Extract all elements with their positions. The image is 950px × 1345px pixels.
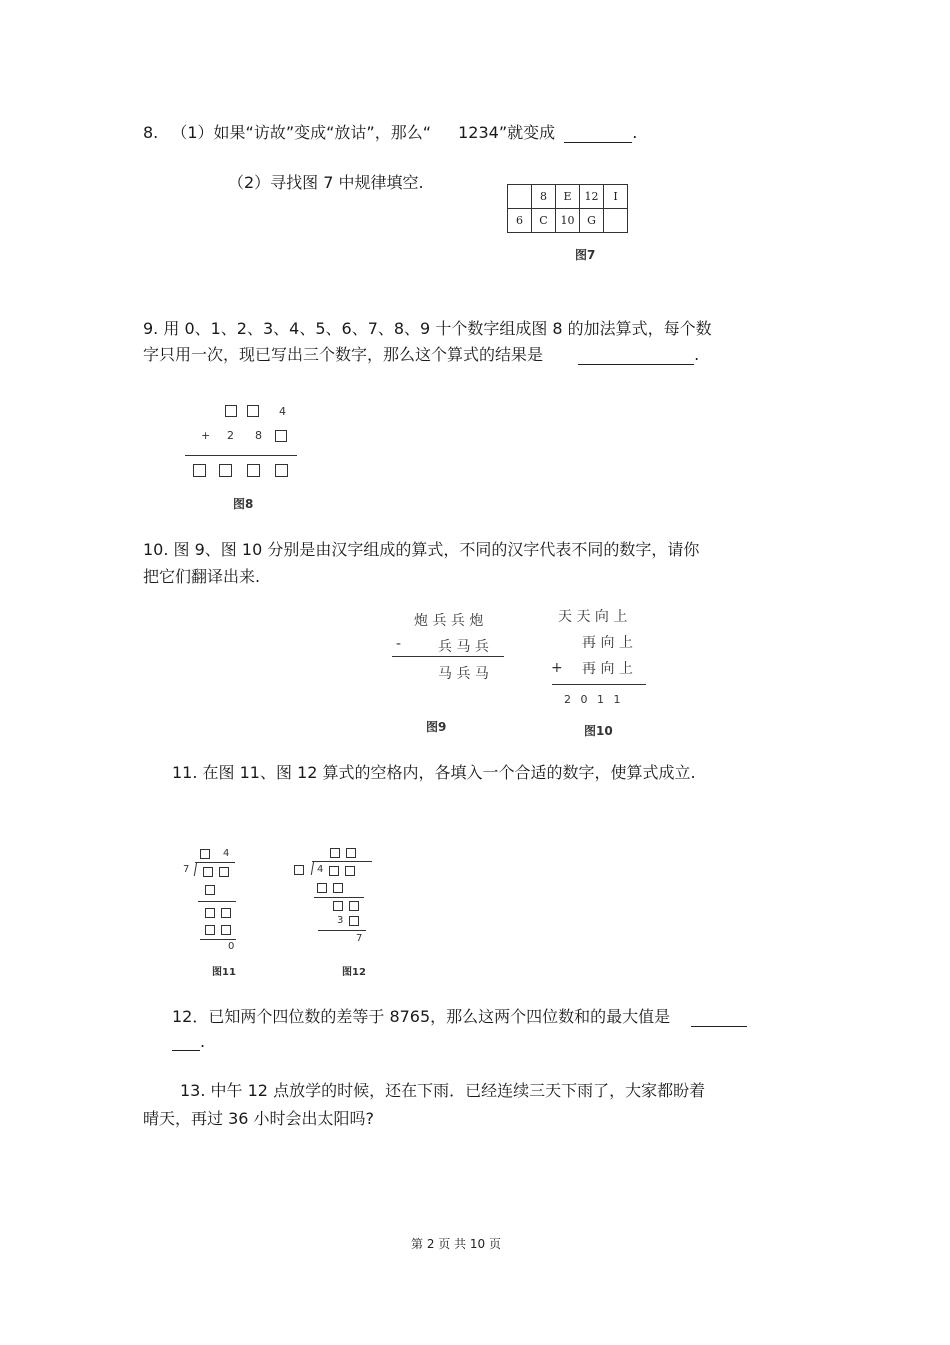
q8-line1 — [143, 120, 637, 143]
figure-8-digit: 4 — [279, 405, 286, 418]
q8-answer-blank[interactable] — [564, 126, 632, 143]
digit-box[interactable] — [225, 405, 237, 417]
figure-10-row1: 天 天 向 上 — [558, 609, 628, 625]
q12-period: . — [200, 1032, 206, 1051]
figure-9 — [392, 606, 512, 741]
subtraction-line — [318, 930, 366, 931]
q9-period: . — [694, 345, 700, 364]
q8-part1-value: 1234”就变成 — [458, 123, 556, 142]
subtraction-line — [314, 897, 364, 898]
digit-box[interactable] — [294, 865, 304, 875]
digit-box[interactable] — [317, 883, 327, 893]
q8-part1-text: （1）如果“访故”变成“放诂”，那么“ — [171, 123, 431, 142]
subtraction-line — [392, 656, 504, 657]
q10-line1: 10. 图 9、图 10 分别是由汉字组成的算式，不同的汉字代表不同的数字，请你 — [143, 540, 700, 559]
figure-12-caption: 图12 — [342, 967, 366, 978]
table-row — [508, 209, 628, 233]
figure-9-row1: 炮 兵 兵 炮 — [414, 613, 484, 629]
digit-box[interactable] — [221, 908, 231, 918]
digit-box[interactable] — [203, 867, 213, 877]
digit-box[interactable] — [275, 464, 288, 477]
plus-sign: + — [551, 660, 563, 676]
q8-period: . — [632, 123, 638, 142]
subtraction-line — [198, 901, 236, 902]
q12-answer-blank[interactable] — [691, 1010, 747, 1027]
sum-line — [552, 684, 646, 685]
figure-10-caption: 图10 — [584, 724, 613, 738]
q12-answer-blank-continued[interactable] — [172, 1034, 200, 1051]
digit-box[interactable] — [219, 464, 232, 477]
table-cell[interactable] — [508, 185, 532, 209]
figure-9-row2: 兵 马 兵 — [438, 639, 489, 655]
q9-line1: 9. 用 0、1、2、3、4、5、6、7、8、9 十个数字组成图 8 的加法算式，每个数 — [143, 319, 712, 338]
q8-number: 8. — [143, 123, 159, 142]
digit-box[interactable] — [333, 901, 343, 911]
table-cell: C — [532, 209, 556, 233]
figure-11-quotient-digit: 4 — [223, 848, 230, 859]
digit-box[interactable] — [221, 925, 231, 935]
digit-box[interactable] — [200, 849, 210, 859]
q10-line2: 把它们翻译出来. — [143, 567, 261, 586]
figure-10-result: 2 0 1 1 — [564, 693, 624, 706]
q12-text: 12．已知两个四位数的差等于 8765，那么这两个四位数和的最大值是 — [172, 1007, 671, 1026]
figure-11-divisor: 7 — [183, 864, 190, 875]
plus-sign: + — [201, 429, 211, 442]
table-cell: I — [604, 185, 628, 209]
figure-7-table — [507, 184, 628, 233]
table-cell: G — [580, 209, 604, 233]
figure-10 — [548, 604, 648, 744]
figure-11-caption: 图11 — [212, 967, 236, 978]
table-cell: 12 — [580, 185, 604, 209]
division-bar — [312, 861, 372, 862]
subtraction-line — [200, 939, 236, 940]
q9-answer-blank[interactable] — [578, 348, 694, 365]
table-cell: 8 — [532, 185, 556, 209]
digit-box[interactable] — [193, 464, 206, 477]
division-bracket — [311, 861, 314, 875]
figure-7-caption: 图7 — [575, 248, 596, 262]
figure-7 — [507, 184, 628, 262]
table-cell: E — [556, 185, 580, 209]
figure-12-remainder: 7 — [356, 933, 363, 944]
figure-11-remainder: 0 — [228, 941, 235, 952]
figure-10-row3: 再 向 上 — [582, 661, 633, 677]
q9-line2-text: 字只用一次，现已写出三个数字，那么这个算式的结果是 — [143, 345, 544, 364]
figure-8-digit: 8 — [255, 429, 262, 442]
q13-line2: 晴天，再过 36 小时会出太阳吗? — [143, 1109, 375, 1128]
digit-box[interactable] — [329, 866, 339, 876]
digit-box[interactable] — [345, 866, 355, 876]
figure-9-result: 马 兵 马 — [438, 666, 489, 682]
q13-line1: 13. 中午 12 点放学的时候，还在下雨．已经连续三天下雨了，大家都盼着 — [180, 1081, 706, 1100]
digit-box[interactable] — [219, 867, 229, 877]
digit-box[interactable] — [247, 464, 260, 477]
q12-line-continued — [172, 1032, 205, 1051]
q11-line: 11. 在图 11、图 12 算式的空格内，各填入一个合适的数字，使算式成立. — [172, 763, 696, 782]
digit-box[interactable] — [330, 848, 340, 858]
minus-sign: - — [396, 636, 402, 652]
figure-8-digit: 2 — [227, 429, 234, 442]
table-cell: 6 — [508, 209, 532, 233]
division-bar — [195, 862, 235, 863]
figure-10-row2: 再 向 上 — [582, 635, 633, 651]
digit-box[interactable] — [349, 901, 359, 911]
digit-box[interactable] — [349, 916, 359, 926]
q8-part2: （2）寻找图 7 中规律填空. — [228, 173, 424, 192]
digit-box[interactable] — [333, 883, 343, 893]
digit-box[interactable] — [205, 925, 215, 935]
figure-11 — [176, 843, 256, 978]
digit-box[interactable] — [346, 848, 356, 858]
digit-box[interactable] — [275, 430, 287, 442]
table-cell: 10 — [556, 209, 580, 233]
figure-8-caption: 图8 — [233, 497, 254, 511]
q9-line2 — [143, 342, 699, 365]
digit-box[interactable] — [205, 885, 215, 895]
sum-line — [185, 455, 297, 456]
q12-line — [172, 1004, 747, 1027]
figure-8 — [185, 400, 300, 515]
table-row — [508, 185, 628, 209]
figure-12-dividend-digit: 4 — [317, 864, 324, 875]
digit-box[interactable] — [205, 908, 215, 918]
table-cell[interactable] — [604, 209, 628, 233]
figure-12-sub-digit: 3 — [337, 915, 344, 926]
digit-box[interactable] — [247, 405, 259, 417]
figure-9-caption: 图9 — [426, 720, 447, 734]
page-footer: 第 2 页 共 10 页 — [411, 1237, 501, 1251]
division-bracket — [194, 862, 197, 876]
figure-12 — [292, 843, 382, 978]
